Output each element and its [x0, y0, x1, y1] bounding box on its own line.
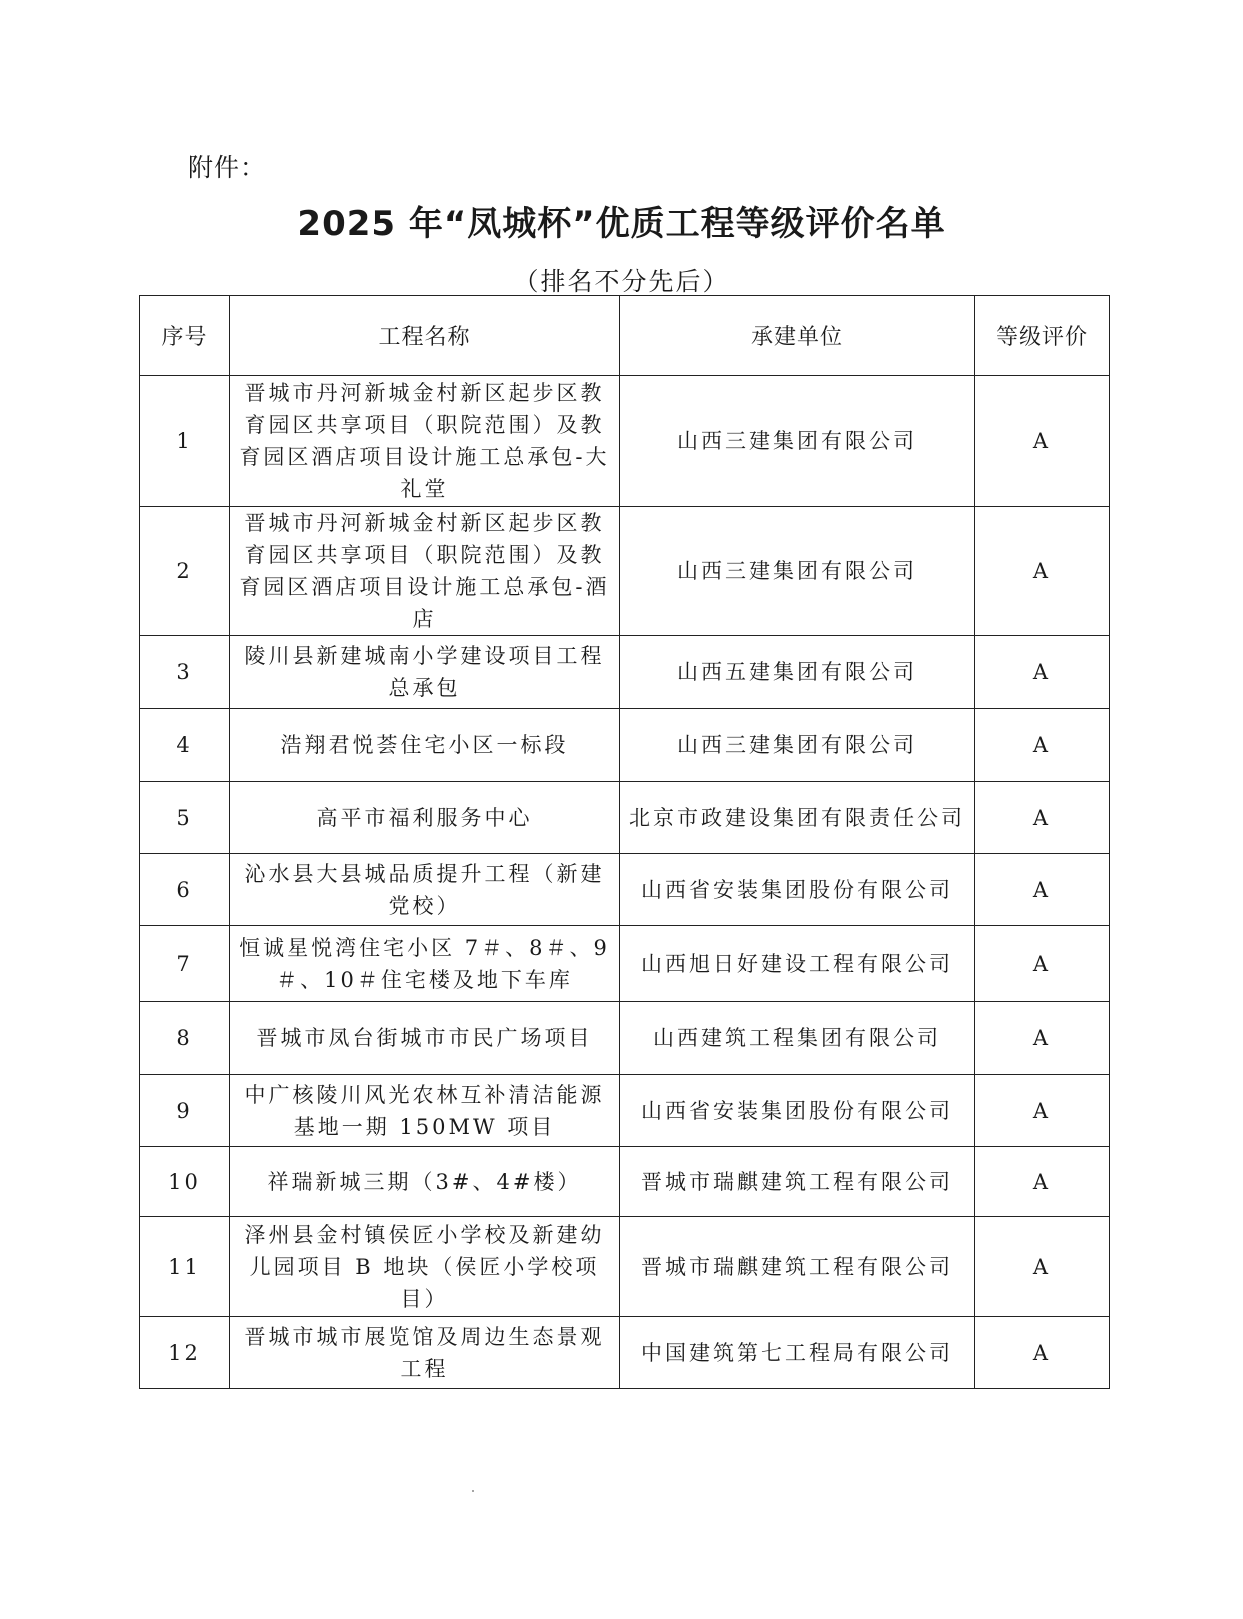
row-grade: A [975, 1217, 1110, 1317]
row-builder: 晋城市瑞麒建筑工程有限公司 [620, 1147, 975, 1217]
table-row [140, 376, 1110, 507]
table-row [140, 1147, 1110, 1217]
row-project: 晋城市丹河新城金村新区起步区教育园区共享项目（职院范围）及教育园区酒店项目设计施工总承包-酒店 [230, 507, 620, 636]
table-row [140, 1002, 1110, 1075]
row-seq: 1 [140, 376, 230, 507]
attachment-label: 附件： [188, 153, 267, 182]
row-grade: A [975, 1317, 1110, 1389]
row-seq: 5 [140, 782, 230, 854]
row-grade: A [975, 854, 1110, 926]
row-seq: 6 [140, 854, 230, 926]
row-seq: 9 [140, 1075, 230, 1147]
row-seq: 8 [140, 1002, 230, 1075]
row-builder: 山西三建集团有限公司 [620, 507, 975, 636]
row-project: 陵川县新建城南小学建设项目工程总承包 [230, 636, 620, 709]
row-builder: 山西三建集团有限公司 [620, 709, 975, 782]
row-project: 泽州县金村镇侯匠小学校及新建幼儿园项目 B 地块（侯匠小学校项目） [230, 1217, 620, 1317]
row-grade: A [975, 376, 1110, 507]
page-title: 2025 年“凤城杯”优质工程等级评价名单 [297, 204, 946, 244]
row-grade: A [975, 1075, 1110, 1147]
table-header-row [140, 296, 1110, 376]
row-grade: A [975, 926, 1110, 1002]
table-row [140, 636, 1110, 709]
row-project: 晋城市凤台街城市市民广场项目 [230, 1002, 620, 1075]
row-project: 祥瑞新城三期（3#、4#楼） [230, 1147, 620, 1217]
row-builder: 山西五建集团有限公司 [620, 636, 975, 709]
row-project: 晋城市丹河新城金村新区起步区教育园区共享项目（职院范围）及教育园区酒店项目设计施工总承包-大礼堂 [230, 376, 620, 507]
row-project: 恒诚星悦湾住宅小区 7＃、8＃、9＃、10＃住宅楼及地下车库 [230, 926, 620, 1002]
row-seq: 11 [140, 1217, 230, 1317]
row-builder: 山西旭日好建设工程有限公司 [620, 926, 975, 1002]
row-seq: 2 [140, 507, 230, 636]
row-project: 中广核陵川风光农林互补清洁能源基地一期 150MW 项目 [230, 1075, 620, 1147]
row-grade: A [975, 1002, 1110, 1075]
row-builder: 山西建筑工程集团有限公司 [620, 1002, 975, 1075]
row-seq: 12 [140, 1317, 230, 1389]
row-project: 晋城市城市展览馆及周边生态景观工程 [230, 1317, 620, 1389]
table-row [140, 926, 1110, 1002]
table-row [140, 782, 1110, 854]
table-row [140, 1217, 1110, 1317]
table-row [140, 1075, 1110, 1147]
row-grade: A [975, 782, 1110, 854]
row-seq: 7 [140, 926, 230, 1002]
row-project: 沁水县大县城品质提升工程（新建党校） [230, 854, 620, 926]
row-grade: A [975, 507, 1110, 636]
row-grade: A [975, 709, 1110, 782]
table-row [140, 507, 1110, 636]
row-grade: A [975, 1147, 1110, 1217]
row-project: 浩翔君悦荟住宅小区一标段 [230, 709, 620, 782]
header-project: 工程名称 [230, 296, 620, 376]
table-row [140, 1317, 1110, 1389]
row-builder: 晋城市瑞麒建筑工程有限公司 [620, 1217, 975, 1317]
row-builder: 山西省安装集团股份有限公司 [620, 1075, 975, 1147]
row-project: 高平市福利服务中心 [230, 782, 620, 854]
header-grade: 等级评价 [975, 296, 1110, 376]
row-seq: 10 [140, 1147, 230, 1217]
scan-speck [472, 1490, 474, 1492]
header-builder: 承建单位 [620, 296, 975, 376]
evaluation-table [139, 295, 1110, 1389]
table-row [140, 854, 1110, 926]
row-builder: 山西省安装集团股份有限公司 [620, 854, 975, 926]
header-seq: 序号 [140, 296, 230, 376]
row-builder: 中国建筑第七工程局有限公司 [620, 1317, 975, 1389]
row-seq: 3 [140, 636, 230, 709]
page-subtitle: （排名不分先后） [513, 267, 730, 296]
row-builder: 北京市政建设集团有限责任公司 [620, 782, 975, 854]
row-seq: 4 [140, 709, 230, 782]
table-row [140, 709, 1110, 782]
row-grade: A [975, 636, 1110, 709]
row-builder: 山西三建集团有限公司 [620, 376, 975, 507]
